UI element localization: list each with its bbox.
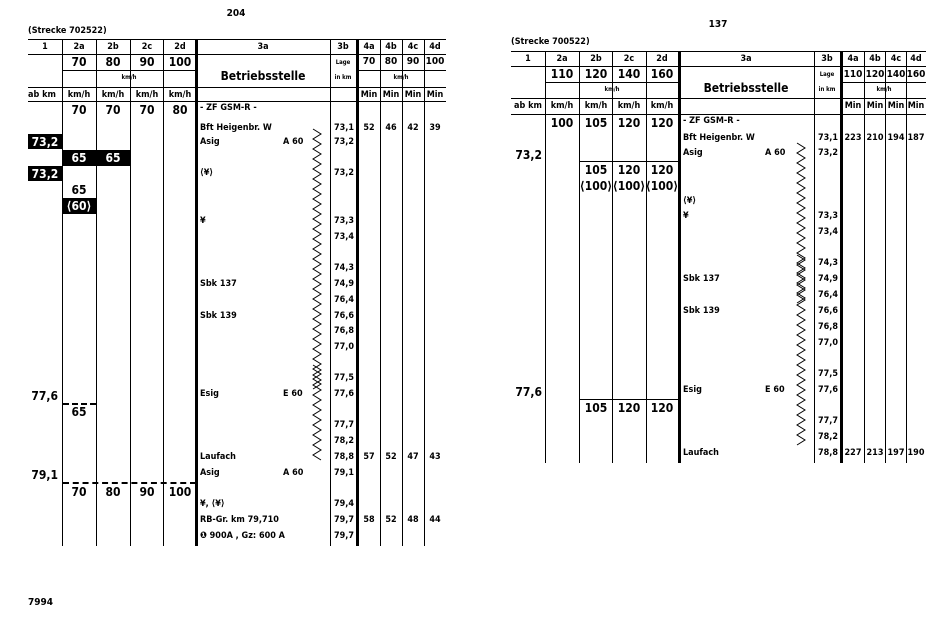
unit-min: Min xyxy=(866,101,884,111)
station-name: Sbk 139 xyxy=(683,306,720,316)
km-position: 74,3 xyxy=(818,258,838,268)
col-header-3a: 3a xyxy=(740,54,752,64)
travel-time: 42 xyxy=(407,123,419,133)
travel-time: 187 xyxy=(907,133,925,143)
km-marker: 77,6 xyxy=(31,389,58,403)
speed-inverted: ⟨60⟩ xyxy=(62,198,96,214)
km-position: 74,9 xyxy=(334,279,354,289)
route-label: (Strecke 700522) xyxy=(511,37,590,47)
kmh-small-label: km/h xyxy=(604,86,620,93)
speed-value: 65 xyxy=(71,183,87,197)
travel-time: 44 xyxy=(429,515,441,525)
station-name: Sbk 137 xyxy=(200,279,237,289)
col-header-3b: 3b xyxy=(821,54,833,64)
col-header-4a: 4a xyxy=(363,42,375,52)
km-position: 79,7 xyxy=(334,515,354,525)
travel-class: 160 xyxy=(906,69,926,80)
km-position: 76,8 xyxy=(334,326,354,336)
document-footer: 7994 xyxy=(28,597,54,608)
station-name: ⟨¥⟩ xyxy=(683,196,697,206)
speed-value: 100 xyxy=(168,485,192,499)
travel-class: 80 xyxy=(384,56,398,67)
col-header-4b: 4b xyxy=(385,42,397,52)
travel-time: 190 xyxy=(907,448,925,458)
speed-class: 80 xyxy=(105,55,121,69)
in-km-label: in km xyxy=(334,74,352,81)
travel-time: 47 xyxy=(407,452,419,462)
speed-class: 160 xyxy=(650,67,674,81)
station-name: Sbk 137 xyxy=(683,274,720,284)
km-position: 77,0 xyxy=(334,342,354,352)
km-position: 77,6 xyxy=(334,389,354,399)
signal-id: A 60 xyxy=(283,137,304,147)
travel-time: 227 xyxy=(844,448,862,458)
station-name: - ZF GSM-R - xyxy=(200,103,257,113)
speed-value: 80 xyxy=(172,103,188,117)
km-marker: 77,6 xyxy=(515,385,542,399)
col-header-4a: 4a xyxy=(847,54,859,64)
travel-class: 90 xyxy=(406,56,420,67)
km-marker: 79,1 xyxy=(31,468,58,482)
travel-time: 210 xyxy=(866,133,884,143)
speed-value-bracket: ⟨100⟩ xyxy=(579,179,613,193)
station-title: Betriebsstelle xyxy=(703,81,789,95)
station-name: Asig xyxy=(683,148,703,158)
km-position: 74,3 xyxy=(334,263,354,273)
page-number: 137 xyxy=(708,19,728,30)
speed-value: 70 xyxy=(105,103,121,117)
station-name: - ZF GSM-R - xyxy=(683,116,740,126)
unit-kmh: km/h xyxy=(135,90,159,100)
signal-id: A 60 xyxy=(765,148,786,158)
km-position: 73,3 xyxy=(818,211,838,221)
station-title: Betriebsstelle xyxy=(220,69,306,83)
route-label: (Strecke 702522) xyxy=(28,26,107,36)
km-position: 77,5 xyxy=(334,373,354,383)
km-position: 78,8 xyxy=(334,452,354,462)
ab-km-label: ab km xyxy=(514,101,542,111)
km-position: 73,2 xyxy=(334,168,354,178)
speed-inverted: 65 xyxy=(62,150,96,166)
col-header-4c: 4c xyxy=(407,42,419,52)
travel-time: 57 xyxy=(363,452,375,462)
speed-class: 110 xyxy=(550,67,574,81)
station-name: ¥, ⟨¥⟩ xyxy=(200,499,225,509)
km-position: 73,1 xyxy=(334,123,354,133)
speed-value: 70 xyxy=(71,485,87,499)
km-position: 78,2 xyxy=(818,432,838,442)
km-position: 79,7 xyxy=(334,531,354,541)
station-name: ⟨¥⟩ xyxy=(200,168,214,178)
travel-time: 52 xyxy=(385,452,397,462)
lage-label: Lage xyxy=(335,59,351,66)
speed-value-bracket: ⟨100⟩ xyxy=(645,179,679,193)
speed-value: 105 xyxy=(584,163,608,177)
km-position: 73,4 xyxy=(334,232,354,242)
unit-kmh: km/h xyxy=(101,90,125,100)
km-position: 79,1 xyxy=(334,468,354,478)
speed-value: 120 xyxy=(617,116,641,130)
travel-time: 43 xyxy=(429,452,441,462)
station-name: Bft Heigenbr. W xyxy=(683,133,755,143)
km-position: 76,4 xyxy=(334,295,354,305)
unit-kmh: km/h xyxy=(617,101,641,111)
unit-min: Min xyxy=(907,101,925,111)
speed-value: 120 xyxy=(650,401,674,415)
speed-value-bracket: ⟨100⟩ xyxy=(612,179,646,193)
km-position: 73,2 xyxy=(818,148,838,158)
speed-value: 120 xyxy=(650,116,674,130)
km-position: 73,2 xyxy=(334,137,354,147)
travel-class: 120 xyxy=(865,69,885,80)
speed-class: 70 xyxy=(71,55,87,69)
station-name: Asig xyxy=(200,468,220,478)
travel-time: 48 xyxy=(407,515,419,525)
col-header-2d: 2d xyxy=(656,54,668,64)
km-position: 76,6 xyxy=(334,311,354,321)
station-name: ¥ xyxy=(683,211,689,221)
travel-time: 52 xyxy=(363,123,375,133)
unit-min: Min xyxy=(360,90,378,100)
travel-time: 213 xyxy=(866,448,884,458)
speed-value: 70 xyxy=(71,103,87,117)
speed-class: 140 xyxy=(617,67,641,81)
unit-min: Min xyxy=(404,90,422,100)
speed-value: 120 xyxy=(650,163,674,177)
col-header-4d: 4d xyxy=(429,42,441,52)
station-name: Esig xyxy=(683,385,702,395)
km-position: 77,0 xyxy=(818,338,838,348)
unit-kmh: km/h xyxy=(67,90,91,100)
speed-value: 120 xyxy=(617,163,641,177)
speed-value: 90 xyxy=(139,485,155,499)
signal-id: E 60 xyxy=(765,385,785,395)
col-header-3b: 3b xyxy=(337,42,349,52)
km-marker-inverted: 73,2 xyxy=(28,134,62,149)
station-name: Asig xyxy=(200,137,220,147)
speed-inverted: 65 xyxy=(96,150,130,166)
unit-kmh: km/h xyxy=(550,101,574,111)
speed-value: 105 xyxy=(584,401,608,415)
kmh-small-label: km/h xyxy=(393,74,409,81)
unit-kmh: km/h xyxy=(650,101,674,111)
col-header-2c: 2c xyxy=(623,54,635,64)
station-name: Laufach xyxy=(683,448,719,458)
speed-class: 100 xyxy=(168,55,192,69)
col-header-4c: 4c xyxy=(890,54,902,64)
station-name: ❶ 900A , Gz: 600 A xyxy=(200,531,285,541)
travel-time: 46 xyxy=(385,123,397,133)
col-header-1: 1 xyxy=(42,42,48,52)
km-position: 77,5 xyxy=(818,369,838,379)
speed-value: 70 xyxy=(139,103,155,117)
col-header-4d: 4d xyxy=(910,54,922,64)
km-position: 73,4 xyxy=(818,227,838,237)
zigzag-line xyxy=(311,129,323,389)
travel-time: 194 xyxy=(887,133,905,143)
speed-value: 100 xyxy=(550,116,574,130)
station-name: Sbk 139 xyxy=(200,311,237,321)
kmh-small-label: km/h xyxy=(876,86,892,93)
km-position: 77,6 xyxy=(818,385,838,395)
km-position: 73,3 xyxy=(334,216,354,226)
signal-id: E 60 xyxy=(283,389,303,399)
signal-id: A 60 xyxy=(283,468,304,478)
speed-value: 80 xyxy=(105,485,121,499)
zigzag-line xyxy=(795,255,807,445)
travel-time: 58 xyxy=(363,515,375,525)
travel-time: 197 xyxy=(887,448,905,458)
col-header-2a: 2a xyxy=(73,42,85,52)
unit-min: Min xyxy=(382,90,400,100)
col-header-4b: 4b xyxy=(869,54,881,64)
speed-value: 120 xyxy=(617,401,641,415)
kmh-small-label: km/h xyxy=(121,74,137,81)
km-position: 77,7 xyxy=(818,416,838,426)
unit-kmh: km/h xyxy=(168,90,192,100)
col-header-2c: 2c xyxy=(141,42,153,52)
travel-time: 52 xyxy=(385,515,397,525)
travel-class: 140 xyxy=(886,69,906,80)
col-header-2b: 2b xyxy=(107,42,119,52)
col-header-2b: 2b xyxy=(590,54,602,64)
lage-label: Lage xyxy=(819,71,835,78)
km-position: 77,7 xyxy=(334,420,354,430)
col-header-3a: 3a xyxy=(257,42,269,52)
travel-class: 70 xyxy=(362,56,376,67)
unit-min: Min xyxy=(844,101,862,111)
unit-kmh: km/h xyxy=(584,101,608,111)
km-position: 74,9 xyxy=(818,274,838,284)
station-name: Esig xyxy=(200,389,219,399)
station-name: ¥ xyxy=(200,216,206,226)
col-header-1: 1 xyxy=(525,54,531,64)
station-name: RB-Gr. km 79,710 xyxy=(200,515,279,525)
km-position: 79,4 xyxy=(334,499,354,509)
speed-value: 65 xyxy=(71,405,87,419)
ab-km-label: ab km xyxy=(28,90,56,100)
speed-class: 90 xyxy=(139,55,155,69)
km-position: 78,2 xyxy=(334,436,354,446)
travel-class: 110 xyxy=(843,69,863,80)
travel-time: 39 xyxy=(429,123,441,133)
km-position: 76,4 xyxy=(818,290,838,300)
col-header-2d: 2d xyxy=(174,42,186,52)
station-name: Bft Heigenbr. W xyxy=(200,123,272,133)
unit-min: Min xyxy=(426,90,444,100)
col-header-2a: 2a xyxy=(556,54,568,64)
station-name: Laufach xyxy=(200,452,236,462)
page-number: 204 xyxy=(226,8,246,19)
zigzag-line xyxy=(311,365,323,457)
km-position: 78,8 xyxy=(818,448,838,458)
travel-time: 223 xyxy=(844,133,862,143)
km-position: 76,6 xyxy=(818,306,838,316)
travel-class: 100 xyxy=(425,56,445,67)
km-marker: 73,2 xyxy=(515,148,542,162)
speed-class: 120 xyxy=(584,67,608,81)
in-km-label: in km xyxy=(818,86,836,93)
km-position: 76,8 xyxy=(818,322,838,332)
unit-min: Min xyxy=(887,101,905,111)
speed-value: 105 xyxy=(584,116,608,130)
km-marker-inverted: 73,2 xyxy=(28,166,62,181)
km-position: 73,1 xyxy=(818,133,838,143)
